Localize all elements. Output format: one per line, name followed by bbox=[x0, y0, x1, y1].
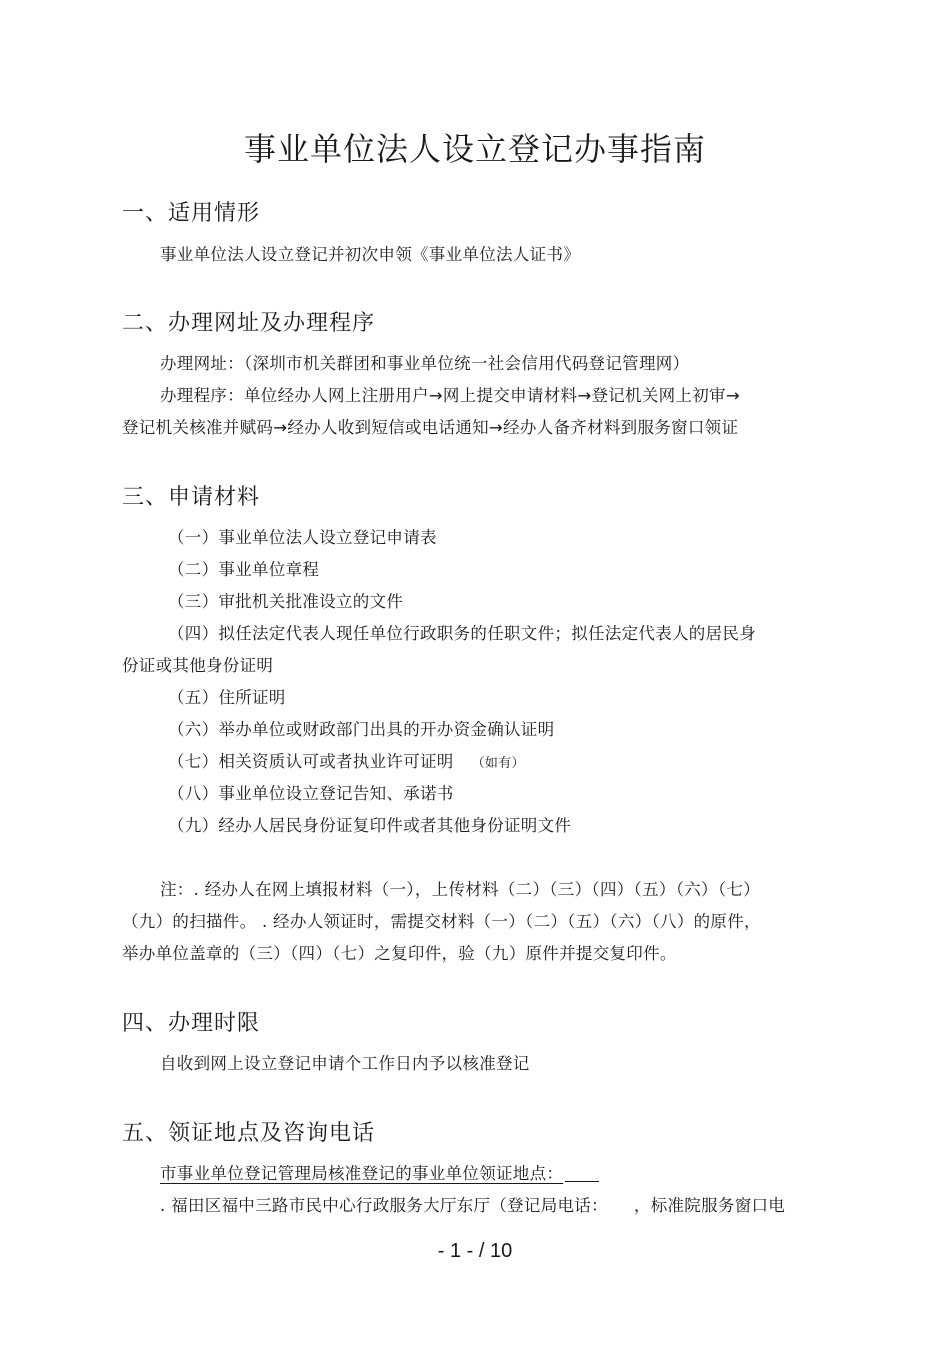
procedure-line-2: 登记机关核准并赋码→经办人收到短信或电话通知→经办人备齐材料到服务窗口领证 bbox=[122, 418, 739, 437]
underline-blank bbox=[565, 1180, 599, 1182]
section-1-text: 事业单位法人设立登记并初次申领《事业单位法人证书》 bbox=[160, 245, 580, 264]
section-heading-3: 三、申请材料 bbox=[122, 485, 261, 510]
section-heading-4: 四、办理时限 bbox=[122, 1011, 261, 1036]
address-text: . 福田区福中三路市民中心行政服务大厅东厅（登记局电话： bbox=[160, 1196, 608, 1215]
material-item: （一）事业单位法人设立登记申请表 bbox=[168, 528, 437, 547]
url-line: 办理网址：（深圳市机关群团和事业单位统一社会信用代码登记管理网） bbox=[160, 354, 690, 373]
material-item: （八）事业单位设立登记告知、承诺书 bbox=[168, 784, 454, 803]
section-heading-5: 五、领证地点及咨询电话 bbox=[122, 1121, 376, 1146]
note-line-2: （九）的扫描件。 . 经办人领证时，需提交材料（一）（二）（五）（六）（八）的原件， bbox=[122, 912, 761, 931]
note-line-3: 举办单位盖章的（三）（四）（七）之复印件，验（九）原件并提交复印件。 bbox=[122, 944, 677, 963]
pickup-address-line bbox=[160, 1192, 785, 1216]
material-item: （四）拟任法定代表人现任单位行政职务的任职文件；拟任法定代表人的居民身 bbox=[168, 624, 756, 643]
material-item: （九）经办人居民身份证复印件或者其他身份证明文件 bbox=[168, 816, 572, 835]
address-text-continued: ，标准院服务窗口电 bbox=[633, 1196, 786, 1215]
page-number: - 1 - / 10 bbox=[437, 1240, 513, 1262]
note-line-1: 注：. 经办人在网上填报材料（一），上传材料（二）（三）（四）（五）（六）（七） bbox=[160, 880, 760, 899]
section-heading-1: 一、适用情形 bbox=[122, 201, 261, 226]
material-item-label: （七）相关资质认可或者执业许可证明 bbox=[168, 752, 454, 771]
material-item: （三）审批机关批准设立的文件 bbox=[168, 592, 404, 611]
section-4-text: 自收到网上设立登记申请个工作日内予以核准登记 bbox=[160, 1054, 530, 1073]
pickup-location-label: 市事业单位登记管理局核准登记的事业单位领证地点： bbox=[160, 1164, 564, 1183]
pickup-location-heading bbox=[160, 1160, 599, 1184]
procedure-line-1: 办理程序：单位经办人网上注册用户→网上提交申请材料→登记机关网上初审→ bbox=[160, 386, 740, 405]
material-item-continued: 份证或其他身份证明 bbox=[122, 656, 274, 675]
material-item: （六）举办单位或财政部门出具的开办资金确认证明 bbox=[168, 720, 555, 739]
material-item bbox=[168, 748, 525, 772]
material-item: （二）事业单位章程 bbox=[168, 560, 320, 579]
page-title: 事业单位法人设立登记办事指南 bbox=[243, 130, 706, 168]
material-item: （五）住所证明 bbox=[168, 688, 286, 707]
optional-note: （如有） bbox=[471, 756, 525, 771]
section-heading-2: 二、办理网址及办理程序 bbox=[122, 311, 376, 336]
